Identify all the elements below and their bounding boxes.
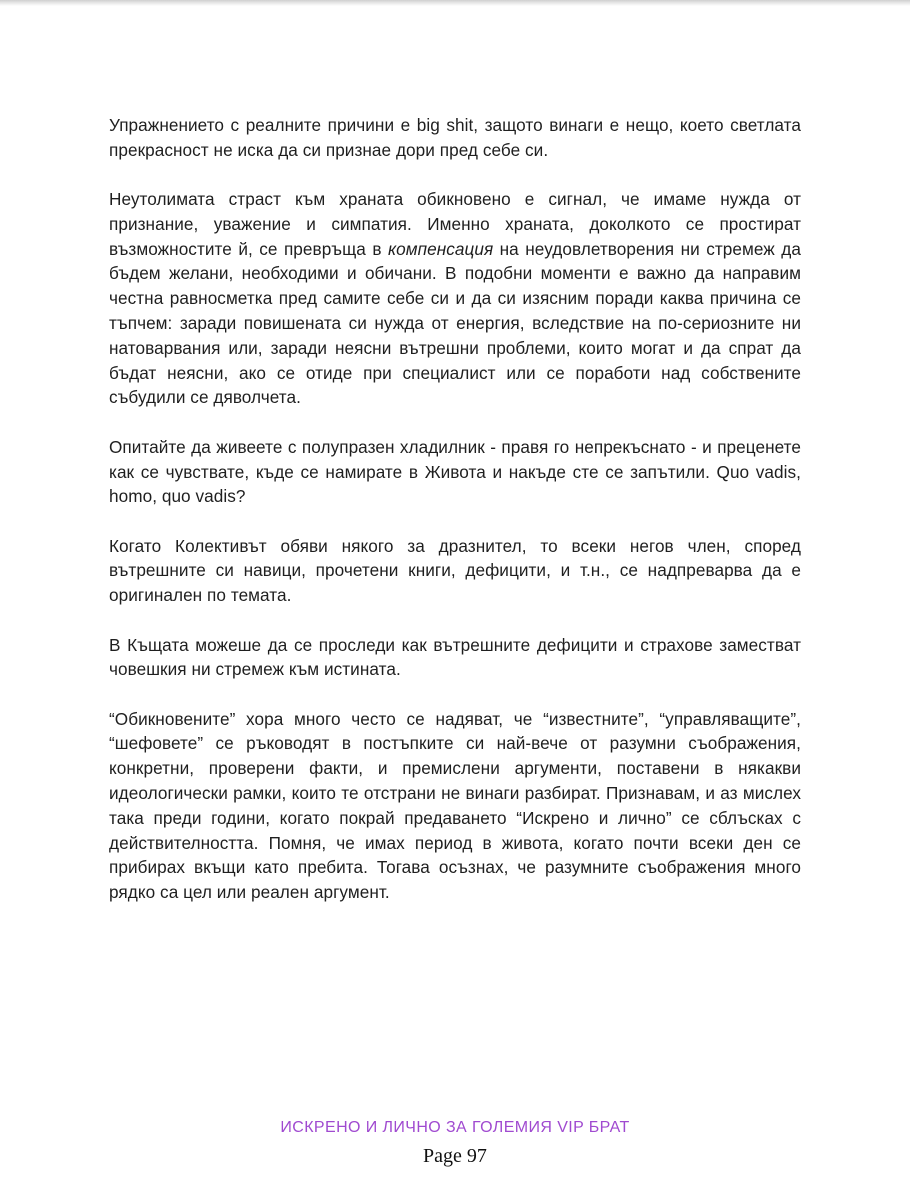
page-number: Page 97 (423, 1145, 487, 1167)
paragraph-6: “Обикновените” хора много често се надяват, че “известните”, “управляващите”, “шефовете” се ръководят в постъпките си най-вече от разумни съображения, конкретни, проверени факти, и премислени аргументи, поставени в някакви идеологически рамки, които те отстрани не винаги разбират. Признавам, и аз мислех така преди години, когато покрай предаването “Искрено и лично” се сблъсках с действителността. Помня, че имах период в живота, когато почти всеки ден се прибирах вкъщи като пребита. Тогава осъзнах, че разумните съображения много рядко са цел или реален аргумент. (109, 708, 801, 903)
paragraph-1: Упражнението с реалните причини е big shit, защото винаги е нещо, което светлата прекрасност не иска да си признае дори пред себе си. (109, 115, 801, 160)
page-body (109, 113, 801, 930)
emphasis-compensation: компенсация (387, 238, 494, 259)
paragraph-2-after: на неудовлетворения ни стремеж да бъдем желани, необходими и обичани. В подобни моменти е важно да направим честна равносметка пред самите себе си и да си изясним поради каква причина се тъпчем: заради повишената си нужда от енергия, вследствие на по-сериозните ни натоварвания или, заради неясни вътрешни проблеми, които могат и да спрат да бъдат неясни, ако се отиде при специалист или се поработи над собствените събудили се дяволчета. (109, 238, 801, 408)
footer-book-title: ИСКРЕНО И ЛИЧНО ЗА ГОЛЕМИЯ VIP БРАТ (280, 1119, 630, 1136)
paragraph-2 (109, 187, 801, 410)
page-top-edge (0, 0, 910, 6)
paragraph-4: Когато Колективът обяви някого за дразнител, то всеки негов член, според вътрешните си навици, прочетени книги, дефицити, и т.н., се надпреварва да е оригинален по темата. (109, 535, 801, 606)
paragraph-3: Опитайте да живеете с полупразен хладилник - правя го непрекъснато - и преценете как се чувствате, къде се намирате в Живота и накъде сте се запътили. Quo vadis, homo, quo vadis? (109, 436, 801, 507)
paragraph-2-before: Неутолимата страст към храната обикновено е сигнал, че имаме нужда от признание, уважение и симпатия. Именно храната, доколкото се простират възможностите й, се превръща в (109, 189, 801, 259)
paragraph-5: В Къщата можеше да се проследи как вътрешните дефицити и страхове заместват човешкия ни стремеж към истината. (109, 634, 801, 680)
